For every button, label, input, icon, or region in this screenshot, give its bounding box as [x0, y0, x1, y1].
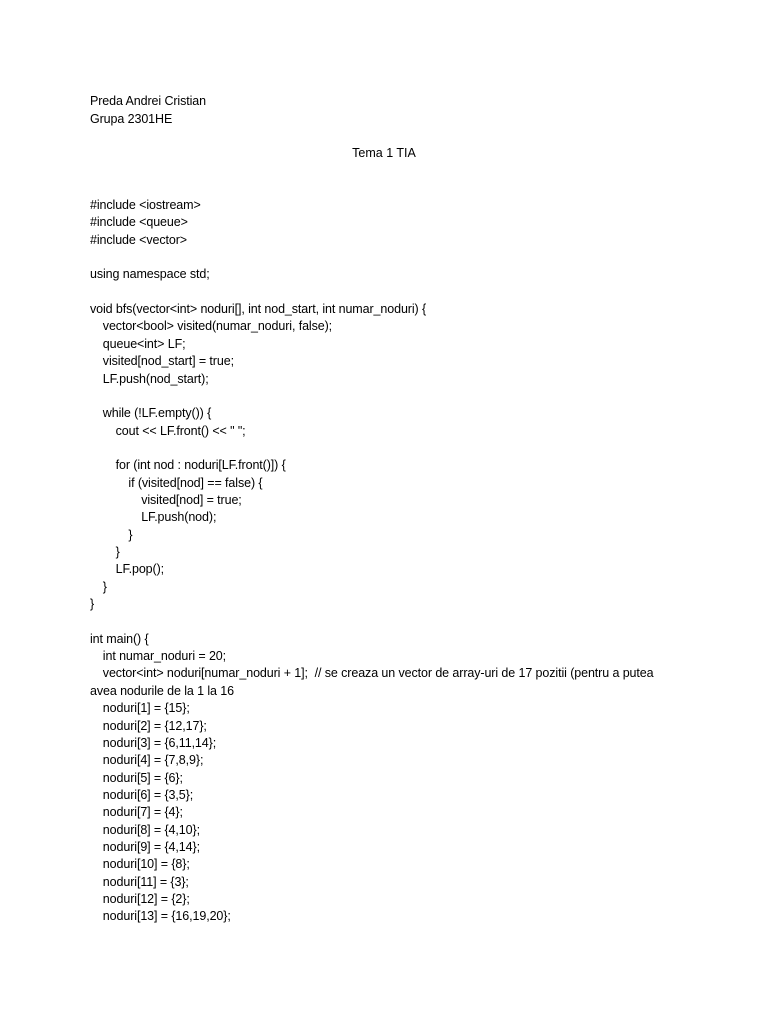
code-line: } [90, 597, 95, 612]
code-line: } [102, 579, 107, 594]
author-name: Preda Andrei Cristian [90, 94, 207, 108]
code-line: avea nodurile de la 1 la 16 [90, 683, 234, 698]
code-line: LF.push(nod); [141, 510, 217, 525]
code-line: noduri[2] = {12,17}; [102, 718, 207, 733]
code-line: vector<bool> visited(numar_noduri, false); [102, 319, 333, 334]
code-line: noduri[4] = {7,8,9}; [102, 753, 204, 768]
code-line: noduri[9] = {4,14}; [102, 839, 200, 854]
code-line: noduri[12] = {2}; [102, 892, 190, 906]
code-line: visited[nod] = true; [141, 492, 242, 507]
code-line: visited[nod_start] = true; [102, 354, 234, 369]
code-line: noduri[3] = {6,11,14}; [102, 735, 217, 750]
code-line: noduri[1] = {15}; [102, 701, 190, 716]
code-line: int main() { [90, 631, 149, 646]
document-title: Tema 1 TIA [352, 146, 416, 160]
code-line: for (int nod : noduri[LF.front()]) { [115, 458, 286, 473]
code-line: while (!LF.empty()) { [102, 406, 212, 421]
code-line: int numar_noduri = 20; [102, 649, 227, 664]
code-line: if (visited[nod] == false) { [128, 475, 263, 490]
code-line: queue<int> LF; [102, 336, 186, 351]
code-line: noduri[5] = {6}; [102, 770, 183, 785]
code-line: #include <vector> [90, 232, 187, 247]
code-line: void bfs(vector<int> noduri[], int nod_start, int numar_noduri) { [90, 302, 427, 317]
code-line: LF.push(nod_start); [102, 371, 209, 386]
code-line: #include <queue> [90, 215, 188, 230]
code-line: #include <iostream> [90, 198, 201, 212]
code-line: LF.pop(); [115, 562, 165, 577]
code-line: cout << LF.front() << " "; [115, 423, 246, 438]
code-line: } [115, 545, 120, 559]
code-line: using namespace std; [90, 267, 210, 282]
code-line: noduri[8] = {4,10}; [102, 822, 200, 837]
code-line: vector<int> noduri[numar_noduri + 1]; // se creaza un vector de array-uri de 17 pozitii (pentru a putea [102, 666, 654, 681]
code-line: } [128, 527, 133, 542]
code-line: noduri[6] = {3,5}; [102, 787, 194, 802]
code-line: noduri[11] = {3}; [102, 874, 189, 889]
group-label: Grupa 2301HE [90, 112, 173, 126]
code-line: noduri[10] = {8}; [102, 857, 190, 872]
code-line: noduri[7] = {4}; [102, 805, 183, 820]
code-line: noduri[13] = {16,19,20}; [102, 909, 231, 924]
